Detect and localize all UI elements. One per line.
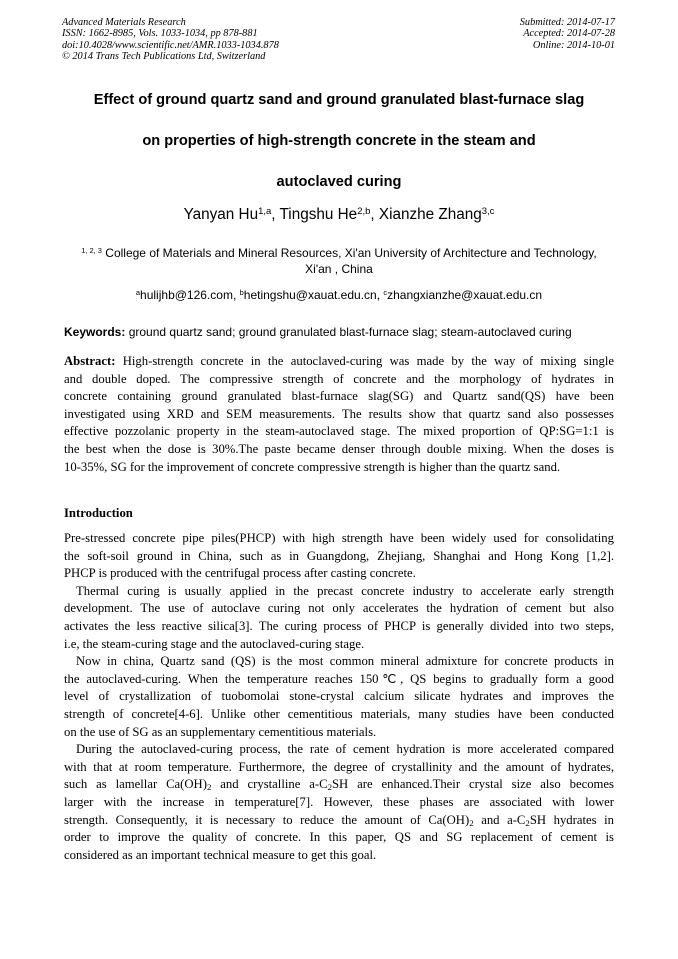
subscript: 2 — [206, 782, 212, 793]
subscript: 2 — [327, 782, 332, 793]
affiliation-line-1 — [64, 245, 614, 261]
abstract-line: and double doped. The compressive strength of concrete and the morphology of hydrates in — [64, 371, 614, 386]
abstract-line: the best when the dose is 30%.The paste became denser through double mixing. When the doses is — [64, 441, 614, 456]
email-a: hulijhb@126.com, — [140, 288, 240, 302]
intro-line: development. The use of autoclave curing not only accelerates the hydration of cement but also — [64, 601, 614, 616]
abstract-line: investigated using XRD and SEM measurements. The results show that quartz sand also possesses — [64, 406, 614, 421]
intro-text: SH are enhanced.Their crystal size also becomes — [332, 777, 614, 792]
intro-text: such as lamellar Ca(OH) — [64, 777, 207, 792]
issn-line: ISSN: 1662-8985, Vols. 1033-1034, pp 878-881 — [62, 28, 258, 40]
publication-dates — [520, 17, 615, 51]
intro-text: SH hydrates in — [529, 812, 615, 827]
section-heading-introduction: Introduction — [64, 506, 133, 520]
author-3-sup: 3,c — [481, 205, 495, 217]
keywords-text: ground quartz sand; ground granulated blast-furnace slag; steam-autoclaved curing — [125, 325, 572, 339]
intro-line: strength of concrete[4-6]. Unlike other cementitious materials, many studies have been conducted — [64, 706, 614, 721]
intro-line: During the autoclaved-curing process, the rate of cement hydration is more accelerated compared — [76, 742, 614, 757]
author-2-sup: 2,b — [357, 205, 371, 217]
copyright-line: © 2014 Trans Tech Publications Ltd, Switzerland — [62, 51, 266, 63]
intro-text: and a-C — [473, 812, 526, 827]
title-line-1: Effect of ground quartz sand and ground granulated blast-furnace slag — [93, 92, 585, 108]
intro-line: on the use of SG as an supplementary cementitious materials. — [64, 724, 377, 739]
paper-title — [40, 88, 638, 211]
intro-line: activates the less reactive silica[3]. The curing process of PHCP is generally divided into two steps, — [64, 618, 614, 633]
accepted-date: Accepted: 2014-07-28 — [523, 28, 615, 40]
email-a-sup: a — [135, 287, 141, 297]
doi-line: doi:10.4028/www.scientific.net/AMR.1033-1034.878 — [62, 39, 279, 51]
email-c-sup: c — [383, 287, 388, 297]
author-3-name: Xianzhe Zhang — [378, 206, 482, 223]
subscript: 2 — [469, 817, 474, 828]
affiliation — [64, 245, 614, 277]
publication-info — [62, 17, 279, 63]
email-c: zhangxianzhe@xauat.edu.cn — [387, 288, 543, 302]
submitted-date: Submitted: 2014-07-17 — [519, 17, 615, 28]
affiliation-text-1: College of Materials and Mineral Resources, Xi'an University of Architecture and Technology, — [101, 246, 597, 260]
intro-line: Now in china, Quartz sand (QS) is the most common mineral admixture for concrete products in — [76, 654, 614, 669]
intro-line — [64, 776, 614, 794]
intro-line: Pre-stressed concrete pipe piles(PHCP) with high strength have been widely used for consolidating — [64, 531, 614, 545]
intro-line: the autoclaved-curing. When the temperature reaches 150℃, QS begins to gradually form a good — [64, 671, 614, 686]
author-separator-2: , — [370, 206, 379, 223]
intro-line: order to improve the quality of concrete. In this paper, QS and SG replacement of cement is — [64, 830, 614, 845]
journal-name: Advanced Materials Research — [62, 17, 186, 28]
email-list — [40, 288, 638, 302]
title-line-3: autoclaved curing — [276, 174, 402, 190]
abstract-line: concrete containing ground granulated blast-furnace slag(SG) and Quartz sand(QS) have been — [64, 389, 614, 404]
abstract-line: effective pozzolanic property in the steam-autoclaved stage. The mixed proportion of QP:SG=1:1 is — [64, 424, 614, 439]
affiliation-line-2: Xi'an , China — [305, 262, 373, 276]
intro-line: level of crystallization of tuobomolai stone-crystal calcium silicate hydrates and improves the — [64, 689, 614, 704]
author-list — [40, 206, 638, 224]
author-2-name: Tingshu He — [279, 206, 358, 223]
introduction-body — [64, 530, 614, 864]
online-date: Online: 2014-10-01 — [532, 39, 615, 51]
author-1-name: Yanyan Hu — [183, 206, 259, 223]
intro-line: considered as an important technical measure to get this goal. — [64, 847, 377, 862]
abstract-line — [64, 353, 614, 371]
intro-line: the soft-soil ground in China, such as in Guangdong, Zhejiang, Shanghai and Hong Kong [1,2]. — [64, 548, 614, 563]
author-1-sup: 1,a — [258, 205, 272, 217]
keywords — [64, 325, 614, 339]
email-b-sup: b — [239, 287, 244, 297]
intro-text: and crystalline a-C — [211, 777, 328, 792]
title-line-2: on properties of high-strength concrete in the steam and — [142, 133, 536, 149]
intro-line — [64, 812, 614, 830]
subscript: 2 — [525, 817, 530, 828]
email-b: hetingshu@xauat.edu.cn, — [243, 288, 384, 302]
affiliation-sup: 1, 2, 3 — [81, 245, 102, 255]
intro-line: i.e, the steam-curing stage and the autoclaved-curing stage. — [64, 636, 365, 651]
intro-line: larger with the increase in temperature[7]. However, these phases are associated with lower — [64, 794, 614, 809]
abstract-label: Abstract: — [64, 354, 116, 368]
abstract — [64, 353, 614, 476]
keywords-label: Keywords: — [64, 325, 126, 339]
author-separator-1: , — [271, 206, 280, 223]
intro-line: Thermal curing is usually applied in the precast concrete industry to accelerate early strength — [76, 583, 614, 598]
intro-line: with that at room temperature. Furthermore, the degree of crystallinity and the amount of hydrates, — [64, 759, 614, 774]
intro-text: strength. Consequently, it is necessary to reduce the amount of Ca(OH) — [64, 812, 470, 827]
intro-line: PHCP is produced with the centrifugal process after casting concrete. — [64, 566, 416, 581]
abstract-line-1-text: High-strength concrete in the autoclaved-curing was made by the way of mixing single — [115, 354, 614, 368]
abstract-line: 10-35%, SG for the improvement of concrete compressive strength is higher than the quartz sand. — [64, 459, 561, 474]
